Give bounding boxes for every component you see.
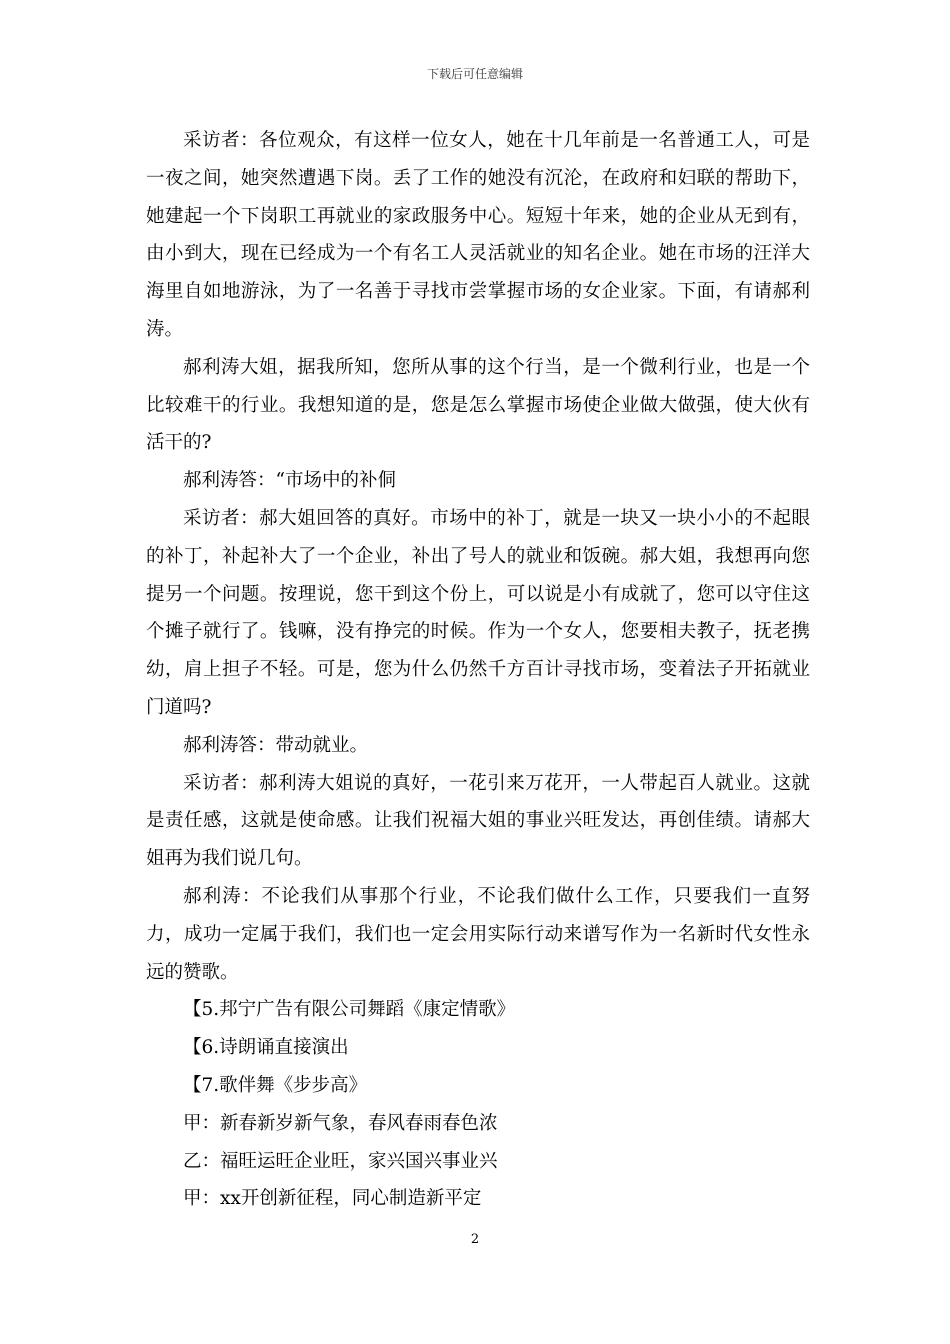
host-line-yi-1: 乙：福旺运旺企业旺，家兴国兴事业兴 [183, 1150, 498, 1172]
paragraph-final-words: 郝利涛：不论我们从事那个行业，不论我们做什么工作，只要我们一直努力，成功一定属于我们，我们也一定会用实际行动来谱写作为一名新时代女性永远的赞歌。 [146, 885, 810, 983]
paragraph-answer-1: 郝利涛答：“市场中的补侗 [183, 470, 396, 492]
paragraph-answer-2: 郝利涛答：带动就业。 [183, 734, 369, 756]
host-line-jia-2: 甲：xx开创新征程，同心制造新平定 [183, 1188, 482, 1210]
program-item-5: 【5.邦宁广告有限公司舞蹈《康定情歌》 [183, 999, 516, 1021]
paragraph-question-2: 采访者：郝大姐回答的真好。市场中的补丁，就是一块又一块小小的不起眼的补丁，补起补大了一个企业，补出了号人的就业和饭碗。郝大姐，我想再向您提另一个问题。按理说，您干到这个份上，可以说是小有成就了，您可以守住这个摊子就行了。钱嘛，没有挣完的时候。作为一个女人，您要相夫教子，抚老携幼，肩上担子不轻。可是，您为什么仍然千方百计寻找市场，变着法子开拓就业门道吗? [146, 507, 810, 718]
program-item-7: 【7.歌伴舞《步步高》 [183, 1074, 368, 1096]
paragraph-interviewer-intro: 采访者：各位观众，有这样一位女人，她在十几年前是一名普通工人，可是一夜之间，她突然遭遇下岗。丢了工作的她没有沉沦，在政府和妇联的帮助下，她建起一个下岗职工再就业的家政服务中心。短短十年来，她的企业从无到有，由小到大，现在已经成为一个有名工人灵活就业的知名企业。她在市场的汪洋大海里自如地游泳，为了一名善于寻找市尝掌握市场的女企业家。下面，有请郝利涛。 [146, 130, 810, 340]
page-number: 2 [470, 1232, 480, 1247]
document-body [146, 122, 810, 1218]
program-item-6: 【6.诗朗诵直接演出 [183, 1037, 349, 1059]
page-header: 下载后可任意编辑 [426, 67, 523, 81]
host-line-jia-1: 甲：新春新岁新气象，春风春雨春色浓 [183, 1112, 498, 1134]
paragraph-question-1: 郝利涛大姐，据我所知，您所从事的这个行当，是一个微利行业，也是一个比较难干的行业。我想知道的是，您是怎么掌握市场使企业做大做强，使大伙有活干的? [146, 356, 810, 454]
paragraph-interviewer-closing: 采访者：郝利涛大姐说的真好，一花引来万花开，一人带起百人就业。这就是责任感，这就是使命感。让我们祝福大姐的事业兴旺发达，再创佳绩。请郝大姐再为我们说几句。 [146, 772, 810, 870]
